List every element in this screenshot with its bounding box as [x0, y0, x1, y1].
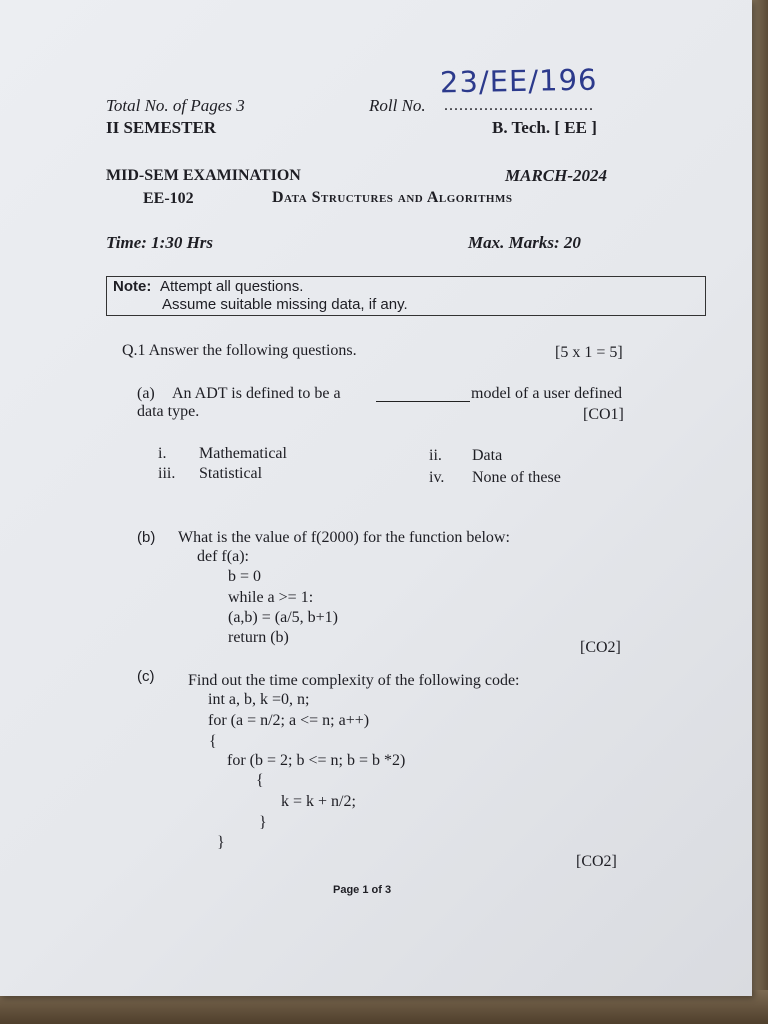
q1a-label: (a) [137, 385, 155, 402]
q1a-option-1: Mathematical [199, 445, 287, 462]
max-marks: Max. Marks: 20 [468, 233, 581, 252]
q1b-co: [CO2] [580, 639, 621, 656]
q1a-option-4: None of these [472, 469, 561, 486]
q1c-label: (c) [137, 668, 155, 685]
q1c-text: Find out the time complexity of the following code: [188, 672, 520, 689]
q1a-option-1-num: i. [158, 445, 167, 462]
program: B. Tech. [ EE ] [492, 118, 597, 137]
q1c-code-line-7: } [259, 814, 267, 831]
q1b-text: What is the value of f(2000) for the function below: [178, 529, 510, 546]
q1c-code-line-4: for (b = 2; b <= n; b = b *2) [227, 752, 406, 769]
q1a-option-2-num: ii. [429, 447, 442, 464]
q1a-option-2: Data [472, 447, 503, 464]
q1-title: Q.1 Answer the following questions. [122, 342, 357, 359]
note-label: Note: [113, 278, 152, 295]
q1c-co: [CO2] [576, 853, 617, 870]
q1c-code-line-2: for (a = n/2; a <= n; a++) [208, 712, 370, 729]
total-pages: Total No. of Pages 3 [106, 96, 245, 115]
q1a-option-3: Statistical [199, 465, 263, 482]
q1a-option-3-num: iii. [158, 465, 176, 482]
q1c-code-line-3: { [209, 733, 217, 750]
exam-name: MID-SEM EXAMINATION [106, 167, 301, 184]
handwritten-roll-number: 23/EE/196 [439, 62, 598, 100]
q1a-text-before: An ADT is defined to be a [172, 385, 341, 402]
exam-time: Time: 1:30 Hrs [106, 233, 214, 252]
roll-no-label: Roll No. [369, 96, 426, 115]
q1b-label: (b) [137, 529, 156, 546]
q1b-code-line-5: return (b) [228, 629, 289, 646]
course-title: Data Structures and Algorithms [272, 189, 513, 206]
note-line-2: Assume suitable missing data, if any. [162, 296, 408, 313]
q1a-co: [CO1] [583, 406, 624, 423]
q1a-option-4-num: iv. [429, 469, 445, 486]
q1a-text-after: model of a user defined [471, 385, 623, 402]
note-box [106, 276, 706, 316]
q1b-code-line-4: (a,b) = (a/5, b+1) [228, 609, 339, 626]
q1b-code-line-3: while a >= 1: [228, 589, 314, 606]
q1c-code-line-1: int a, b, k =0, n; [208, 691, 310, 708]
q1c-code-line-6: k = k + n/2; [281, 793, 356, 810]
q1b-code-line-1: def f(a): [197, 548, 249, 565]
q1b-code-line-2: b = 0 [228, 568, 262, 585]
note-line-1: Attempt all questions. [160, 278, 304, 295]
q1a-blank [376, 401, 470, 402]
semester: II SEMESTER [106, 118, 217, 137]
course-code: EE-102 [143, 190, 194, 207]
q1a-text-line2: data type. [137, 403, 200, 420]
exam-date: MARCH-2024 [505, 166, 608, 185]
q1c-code-line-5: { [256, 772, 264, 789]
page-number: Page 1 of 3 [333, 884, 392, 896]
roll-no-dots: .............................. [444, 97, 594, 114]
q1-marks: [5 x 1 = 5] [555, 344, 623, 361]
q1c-code-line-8: } [217, 834, 225, 851]
